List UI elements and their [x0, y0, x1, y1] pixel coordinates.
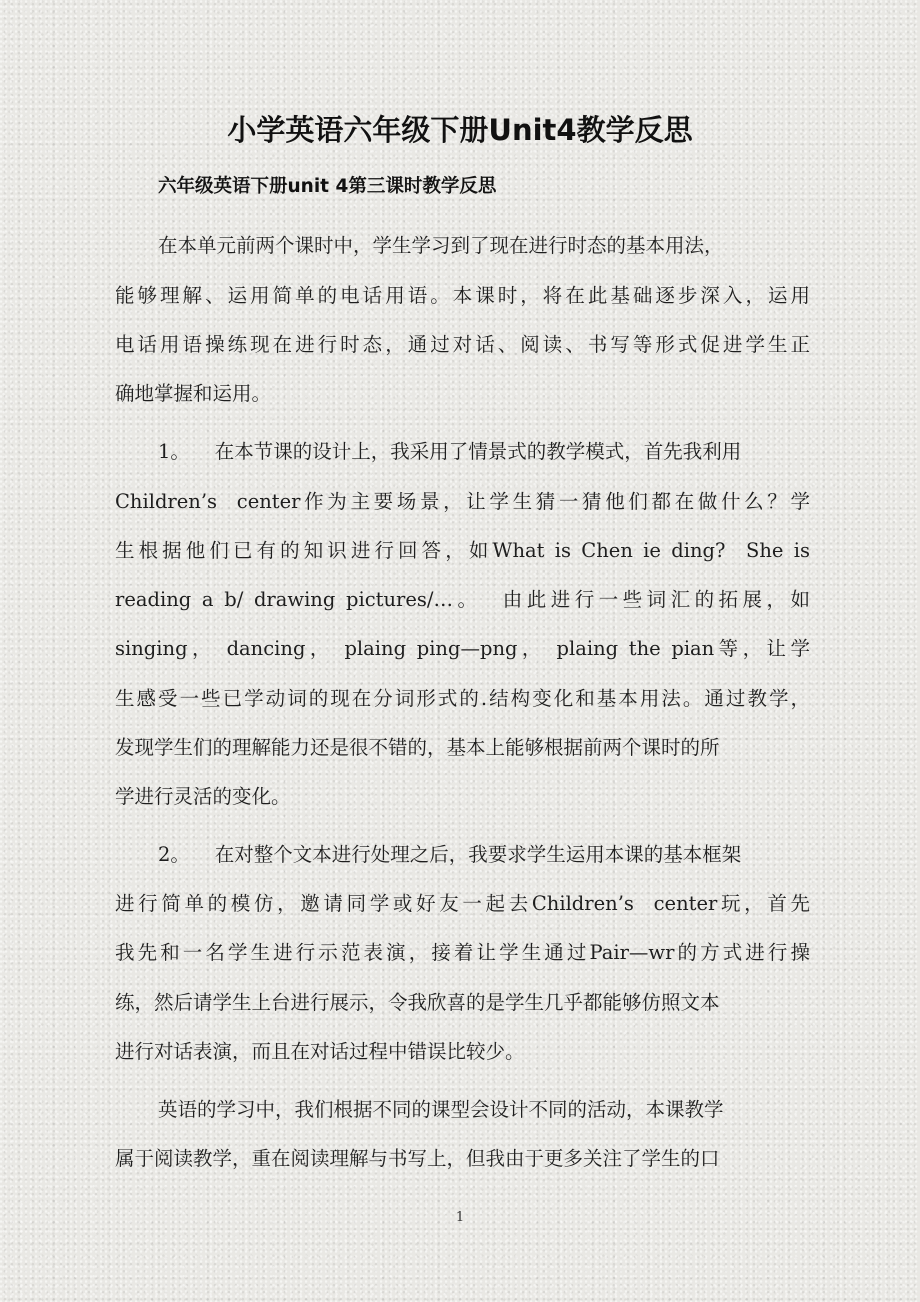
paragraph-line: 进行简单的模仿，邀请同学或好友一起去Children’s center玩，首先 [115, 892, 810, 915]
paragraph-line: 在本单元前两个课时中，学生学习到了现在进行时态的基本用法， [158, 234, 724, 257]
paragraph-line: 能够理解、运用简单的电话用语。本课时，将在此基础逐步深入，运用 [115, 284, 810, 307]
paragraph-line: Children’s center作为主要场景，让学生猜一猜他们都在做什么？学 [115, 490, 810, 513]
paragraph-line: reading a b/ drawing pictures/…。 由此进行一些词汇的拓展，如 [115, 588, 810, 611]
paragraph-line: 英语的学习中，我们根据不同的课型会设计不同的活动，本课教学 [158, 1098, 724, 1121]
document-subtitle: 六年级英语下册unit 4第三课时教学反思 [158, 176, 497, 197]
paragraph-line: 1。 在本节课的设计上，我采用了情景式的教学模式，首先我利用 [158, 440, 742, 463]
paragraph-line: 学进行灵活的变化。 [115, 785, 291, 808]
paragraph-line: 确地掌握和运用。 [115, 382, 272, 405]
document-title: 小学英语六年级下册Unit4教学反思 [227, 113, 693, 147]
paragraph-line: 属于阅读教学，重在阅读理解与书写上，但我由于更多关注了学生的口 [115, 1147, 720, 1170]
paragraph-line: 练，然后请学生上台进行展示，令我欣喜的是学生几乎都能够仿照文本 [115, 991, 720, 1014]
paragraph-line: 2。 在对整个文本进行处理之后，我要求学生运用本课的基本框架 [158, 843, 742, 866]
paragraph-line: singing， dancing， plaing ping—png， plaing the pian等，让学 [115, 637, 810, 660]
paragraph-line: 我先和一名学生进行示范表演，接着让学生通过Pair—wr的方式进行操 [115, 941, 810, 964]
paragraph-line: 电话用语操练现在进行时态，通过对话、阅读、书写等形式促进学生正 [115, 333, 810, 356]
paragraph-line: 发现学生们的理解能力还是很不错的，基本上能够根据前两个课时的所 [115, 736, 720, 759]
paragraph-line: 进行对话表演，而且在对话过程中错误比较少。 [115, 1040, 525, 1063]
page-number: 1 [455, 1210, 465, 1225]
paragraph-line: 生感受一些已学动词的现在分词形式的.结构变化和基本用法。通过教学， [115, 687, 810, 710]
paragraph-line: 生根据他们已有的知识进行回答，如What is Chen ie ding? She is [115, 539, 810, 562]
